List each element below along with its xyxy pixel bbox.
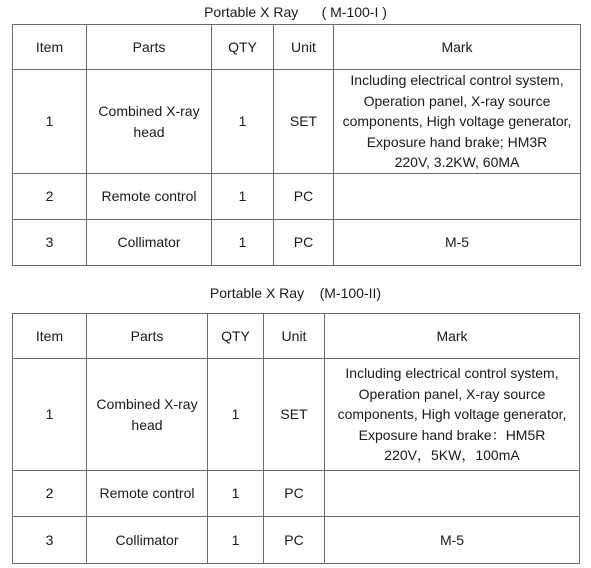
cell-mark: M-5: [334, 220, 581, 266]
header-qty: QTY: [208, 314, 264, 359]
cell-unit: PC: [264, 517, 325, 564]
cell-item: 3: [13, 220, 87, 266]
parts-table: [12, 24, 581, 266]
cell-item: 2: [13, 471, 87, 517]
table-header-row: [13, 314, 580, 359]
table-row: [13, 174, 581, 220]
cell-unit: PC: [274, 174, 334, 220]
parts-table: [12, 313, 580, 564]
cell-parts: [87, 359, 208, 471]
header-qty: QTY: [212, 25, 274, 70]
table-row: [13, 517, 580, 564]
header-mark: Mark: [325, 314, 580, 359]
cell-item: 3: [13, 517, 87, 564]
cell-mark: [325, 471, 580, 517]
cell-unit: PC: [274, 220, 334, 266]
cell-qty: 1: [208, 517, 264, 564]
cell-mark: [334, 174, 581, 220]
table-header-row: [13, 25, 581, 70]
cell-parts: Remote control: [87, 174, 212, 220]
cell-qty: 1: [212, 174, 274, 220]
cell-mark: [325, 359, 580, 471]
cell-item: 2: [13, 174, 87, 220]
cell-parts: Collimator: [87, 220, 212, 266]
parts-line: head: [131, 416, 163, 433]
header-parts: Parts: [87, 25, 212, 70]
cell-qty: 1: [212, 70, 274, 174]
table-row: [13, 220, 581, 266]
mark-line: Operation panel, X-ray source: [358, 385, 546, 402]
cell-parts: [87, 70, 212, 174]
header-parts: Parts: [87, 314, 208, 359]
parts-line: Combined X-ray: [98, 103, 200, 119]
mark-line: Operation panel, X-ray source: [363, 92, 551, 109]
cell-qty: 1: [208, 471, 264, 517]
mark-line: components, High voltage generator,: [342, 113, 572, 130]
parts-line: head: [133, 123, 165, 140]
header-mark: Mark: [334, 25, 581, 70]
mark-line: Including electrical control system,: [350, 72, 564, 89]
header-unit: Unit: [274, 25, 334, 70]
table-title: Portable X Ray ( M-100-I ): [204, 4, 387, 20]
header-item: Item: [13, 314, 87, 359]
cell-unit: SET: [264, 359, 325, 471]
mark-line: components, High voltage generator,: [337, 406, 567, 423]
cell-qty: 1: [208, 359, 264, 471]
header-unit: Unit: [264, 314, 325, 359]
cell-qty: 1: [212, 220, 274, 266]
cell-item: 1: [13, 359, 87, 471]
parts-line: Combined X-ray: [96, 396, 198, 412]
mark-line: 220V, 3.2KW, 60MA: [394, 154, 520, 171]
mark-line: Including electrical control system,: [345, 365, 559, 382]
cell-mark: M-5: [325, 517, 580, 564]
mark-line: 220V，5KW，100mA: [384, 447, 520, 464]
header-item: Item: [13, 25, 87, 70]
cell-parts: Collimator: [87, 517, 208, 564]
table-row: [13, 359, 580, 471]
table-row: [13, 70, 581, 174]
mark-line: Exposure hand brake; HM3R: [366, 133, 548, 150]
table-row: [13, 471, 580, 517]
cell-unit: SET: [274, 70, 334, 174]
cell-mark: [334, 70, 581, 174]
cell-parts: Remote control: [87, 471, 208, 517]
cell-item: 1: [13, 70, 87, 174]
mark-line: Exposure hand brake：HM5R: [358, 426, 546, 443]
cell-unit: PC: [264, 471, 325, 517]
table-title: Portable X Ray (M-100-II): [209, 285, 382, 301]
